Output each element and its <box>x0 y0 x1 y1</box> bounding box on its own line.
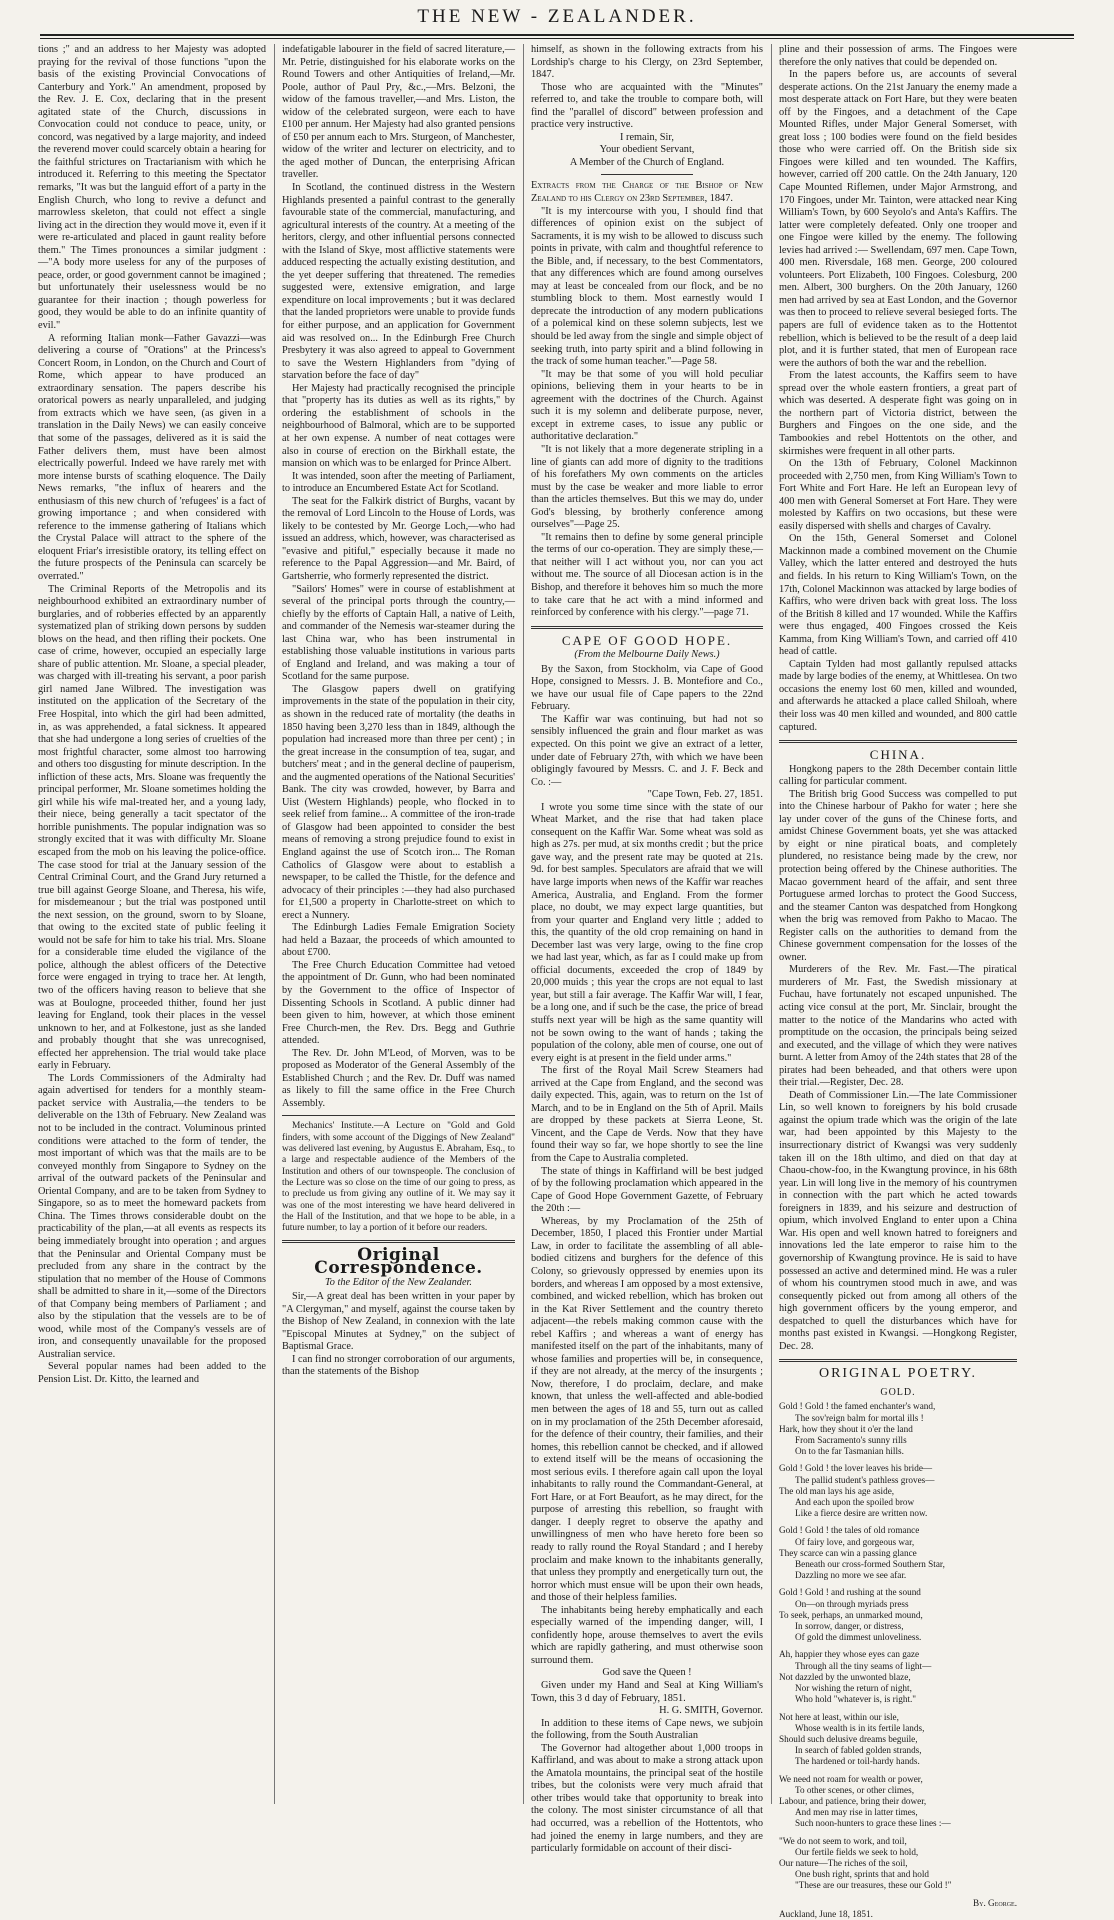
poem-line: And each upon the spoiled brow <box>795 1497 915 1508</box>
paragraph: A reforming Italian monk—Father Gavazzi—was delivering a course of "Orations" at the Princess's Concert Room, in London, on the Church and Court of Rome, which appear to have produced an extraordinary sensation. The papers describe his oratorical powers as nearly unparalleled, and judging from extracts which we have seen, (as given in a translation in the Daily News) we can easily conceive that some of the passages, delivered as it is said the Father delivers them, must have been almost electrically powerful. Indeed we have rarely met with more intense bursts of scathing eloquence. The Daily News remarks, "the influx of hearers and the enthusiasm of this new church of 'refugees' is a fact of growing importance ; and when considered with reference to the immense gathering of Italians which the Crystal Palace will attract to the sphere of the eloquent Friar's irresistible oratory, its telling effect on the future prospects of the Peninsula can scarcely be overrated." <box>38 332 266 582</box>
paragraph: indefatigable labourer in the field of sacred literature,—Mr. Petrie, distinguished for his elaborate works on the Round Towers and other Antiquities of Ireland,—Mr. Poole, author of Paul Pry, &c.,—Mrs. Belzoni, the widow of the famous traveller,—and Mrs. Liston, the widow of the celebrated surgeon, were each to have £100 per annum. Her Majesty had also granted pensions of £50 per annum each to Mrs. Sturgeon, of Manchester, widow of the writer and lecturer on electricity, and to the aged mother of Duncan, the enterprising African traveller. <box>282 44 515 181</box>
section-rule <box>282 1115 515 1116</box>
paragraph: The Kaffir war was continuing, but had not so sensibly influenced the grain and flour market as was expected. On this point we give an extract of a letter, under date of February 27th, with which we have been obligingly favoured by Messrs. C. and J. F. Beck and Co. :— <box>531 713 763 788</box>
masthead-title: THE NEW - ZEALANDER. <box>417 6 697 27</box>
poem-line: Beneath our cross-formed Southern Star, <box>795 1559 945 1570</box>
poem-title: GOLD. <box>880 1386 916 1398</box>
poem-line: To other scenes, or other climes, <box>795 1784 915 1795</box>
poem-line: From Sacramento's sunny rills <box>795 1435 907 1446</box>
paragraph: It was intended, soon after the meeting of Parliament, to introduce an Encumbered Estate Act for Scotland. <box>282 470 515 495</box>
section-rule <box>779 1359 1017 1362</box>
section-heading: CAPE OF GOOD HOPE. <box>561 632 733 648</box>
paragraph: "It is my intercourse with you, I should find that differences of opinion exist on the subject of Sacraments, it is my wish to be allowed to discuss such points in private, with calm and thoughtful reference to the Bible, and, if necessary, to the best Commentators, that any differences which are found among ourselves may at least be concealed from our flock, and be no stumbling block to them. Most earnestly would I deprecate the introduction of any modern publications of a polemical kind on these solemn subjects, lest we should be led away from the single and simple object of seeking truth, into party spirit and a blind following in the track of some human teacher."—Page 58. <box>531 205 763 368</box>
poem-line: They scarce can win a passing glance <box>779 1547 917 1558</box>
extracts-heading: Extracts from the Charge of the Bishop of New Zealand to his Clergy on 23rd September, 1847. <box>531 180 763 205</box>
poem-line: Who hold "whatever is, is right." <box>795 1694 917 1705</box>
poem-stanza <box>779 1463 1017 1519</box>
poem-line: Our fertile fields we seek to hold, <box>795 1846 919 1857</box>
poem-line: Nor wishing the return of night, <box>795 1683 912 1694</box>
paragraph: himself, as shown in the following extracts from his Lordship's charge to his Clergy, on 23rd September, 1847. <box>531 44 763 81</box>
column-4 <box>779 44 1017 1919</box>
poem-line: Hark, how they shout it o'er the land <box>779 1423 913 1434</box>
paragraph: On the 13th of February, Colonel Mackinnon proceeded with 2,750 men, from King William's Town to Fort White and Fort Hare. He left an European levy of 400 men with General Somerset at Fort Hare. They were molested by Kaffirs on two occasions, but these were easily dispersed with shells and charges of Cavalry. <box>779 458 1017 532</box>
poem-line: Gold ! Gold ! the lover leaves his bride— <box>779 1463 933 1474</box>
poem-line: Dazzling no more we see afar. <box>795 1570 907 1581</box>
letter-signoff: Your obedient Servant, <box>599 144 695 156</box>
poem-stanza <box>779 1774 1017 1830</box>
poem-line: Like a fierce desire are written now. <box>795 1508 928 1519</box>
proclamation-signature: H. G. SMITH, Governor. <box>659 1705 763 1717</box>
letter-dateline: "Cape Town, Feb. 27, 1851. <box>647 789 763 801</box>
paragraph: "It may be that some of you will hold peculiar opinions, believing them in your hearts to be in agreement with the doctrines of the Church. Against such it is my solemn and deliberate purpose, never, except in extreme cases, to issue any public or authoritative declaration." <box>531 368 763 443</box>
poem-line: Should such delusive dreams beguile, <box>779 1733 918 1744</box>
poem-line: One bush right, sprints that and hold <box>795 1869 929 1880</box>
poem-line: To seek, perhaps, an unmarked mound, <box>779 1609 923 1620</box>
poem-line: The old man lays his age aside, <box>779 1485 895 1496</box>
poem-line: Labour, and patience, bring their dower, <box>779 1795 927 1806</box>
poem-stanza <box>779 1587 1017 1643</box>
poem-line: Our nature—The riches of the soil, <box>779 1857 908 1868</box>
paragraph: The state of things in Kaffirland will be best judged of by the following proclamation which appeared in the Cape of Good Hope Government Gazette, of February the 20th :— <box>531 1165 763 1215</box>
paragraph: Murderers of the Rev. Mr. Fast.—The piratical murderers of Mr. Fast, the Swedish missionary at Fuchau, have fortunately not escaped unpunished. The acting vice consul at the port, Mr. Sinclair, brought the matter to the notice of the Mandarins who acted with promptitude on the occasion, the principals being seized and executed, and the village of which they were natives burnt. A letter from Amoy of the 24th states that 28 of the pirates had been beheaded, and that others were upon their trial.—Register, Dec. 28. <box>779 964 1017 1089</box>
paragraph: Captain Tylden had most gallantly repulsed attacks made by large bodies of the enemy, at Whittlesea. On two occasions the enemy lost 60 men, killed and wounded, and afterwards he attacked a place called Shiloah, where their loss was 40 men killed and wounded, and 800 cattle captured. <box>779 658 1017 733</box>
poem-line: Such noon-hunters to grace these lines :— <box>795 1818 951 1829</box>
poem-line: On to the far Tasmanian hills. <box>795 1446 904 1457</box>
paragraph: The British brig Good Success was compelled to put into the Chinese harbour of Pakho for water ; here she lay under cover of the guns of the Chinese forts, and amidst Chinese Government boats, yet she was attacked by eight or nine piratical boats, and completely plundered, no resistance being made by the crew, nor protection being offered by the Chinese authorities. The Macao government heard of the affair, and sent three Portuguese armed lorchas to protect the Good Success, and the steamer Canton was despatched from Hongkong when the brig was removed from Pakho to Macao. The Register calls on the authorities to demand from the Chinese government compensation for the losses of the owner. <box>779 788 1017 963</box>
paragraph: Sir,—A great deal has been written in your paper by "A Clergyman," and myself, against the course taken by the Bishop of New Zealand, in connexion with the late "Episcopal Minutes at Sydney," on the subject of Baptismal Grace. <box>282 1291 515 1353</box>
paragraph: In Scotland, the continued distress in the Western Highlands presented a painful contrast to the generally favourable state of the commercial, manufacturing, and agricultural interests of the country. At a meeting of the heritors, clergy, and other influential persons connected with the Island of Skye, most afflictive statements were adduced respecting the actually existing destitution, and the yet deeper suffering that threatened. The remedies suggested were, extensive emigration, and large expenditure on local improvements ; but it was declared that the landed proprietors were unable to provide funds for either purpose, and an application for Government aid was resolved on... In the Edinburgh Free Church Presbytery it was also agreed to appeal to Government to save the Western Highlanders from "dying of starvation before the face of day" <box>282 182 515 382</box>
paragraph: tions ;" and an address to her Majesty was adopted praying for the revival of those functions "upon the basis of the existing Provincial Convocations of Canterbury and York." An amendment, proposed by the Rev. J. E. Cox, declaring that in the present agitated state of the Church, discussions in Convocation could not conduce to peace, unity, or concord, was negatived by a large majority, and indeed the reverend mover could scarcely obtain a hearing for the faithful strictures on Tractarianism with which he introduced it. Referring to this meeting the Spectator remarks, "It was but the languid effort of a party in the English Church, who long to revive a defunct and marrowless skeleton, that could not effect a single living act in the direction they would move it, even if it were re-articulated and placed in gaunt reality before them." The Times pronounces a similar judgment :—"A body more useless for any of the purposes of peace, order, or good government cannot be imagined ; but unfortunately their uselessness would be no guarantee for their inaction ; though powerless for good, they would be able to do an infinite quantity of evil." <box>38 44 266 332</box>
column-divider <box>274 44 275 1804</box>
paragraph: Whereas, by my Proclamation of the 25th of December, 1850, I placed this Frontier under Martial Law, in order to facilitate the assembling of all able-bodied citizens and burghers for the defence of this Colony, so grievously oppressed by enemies upon its borders, and whereas I am opposed by a most extensive, combined, and wicked rebellion, which has broken out in the Kat River Settlement and the country thereto adjacent—the rebels making common cause with the rebel Kaffirs ; and whereas a want of energy has manifested itself on the part of the inhabitants, many of whose families and properties will be, in consequence, if they are not already, at the mercy of the insurgents ; Now, therefore, I do proclaim, declare, and make known, that unless the well-affected and able-bodied men between the ages of 18 and 55, turn out as called on in my proclamation of the 25th December aforesaid, for the defence of their country, their families, and their homes, this rebellion cannot be checked, and if allowed to extend itself will be the means of occasioning the most serious evils. I therefore again call upon the loyal inhabitants to rally round the Commandant-General, at Fort Hare, or at Fort Beaufort, as he may direct, for the purpose of arresting this rebellion, so fraught with danger. I deeply regret to observe the apathy and unwillingness of men who have hereto fore been so ready to rally round the Royal Standard ; and I hereby proclaim and make known to the inhabitants generally, that unless they promptly and energetically turn out, the horror which must ensue will be upon their own heads, and those of their helpless families. <box>531 1215 763 1604</box>
letter-salutation-heading: To the Editor of the New Zealander. <box>325 1276 472 1288</box>
poem-stanza <box>779 1525 1017 1581</box>
poem-line: The pallid student's pathless groves— <box>795 1474 935 1485</box>
paragraph: The Rev. Dr. John M'Leod, of Morven, was to be proposed as Moderator of the General Assembly of the Established Church ; and the Rev. Dr. Duff was named as likely to fill the same office in the Free Church Assembly. <box>282 1047 515 1109</box>
paragraph: "Sailors' Homes" were in course of establishment at several of the principal ports through the country,—chiefly by the efforts of Captain Hall, a native of Leith, and commander of the Nemesis war-steamer during the last China war, who has been instrumental in establishing those valuable institutions in various parts of England and Ireland, and was making a tour of Scotland for the same purpose. <box>282 583 515 683</box>
paragraph: In the papers before us, are accounts of several desperate actions. On the 21st January the enemy made a most desperate attack on Fort Hare, but they were beaten off by the Fingoes, and a detachment of the Cape Mounted Rifles, under Major General Somerset, with great loss ; 100 bodies were found on the field besides those who were carried off. On the British side six Fingoes were killed and ten wounded. The Kaffirs, however, carried off 200 cattle. On the 24th January, 120 Cape Mounted Riflemen, under Major Armstrong, and 170 Fingoes, under Mr. Tainton, were attacked near King William's Town, by 600 Seyolo's and Anta's Kaffirs. The latter were completely defeated. Only one trooper and one Fingoe were killed by the enemy. The following levies had arrived :— Swellendam, 697 men. Cape Town, 400 men. Riversdale, 168 men. George, 200 coloured volunteers. Port Elizabeth, 100 Fingoes. Colesburg, 200 men. Albert, 300 burghers. On the 20th January, 1260 men had arrived by sea at East London, and the Governor was then to proceed to relieve several besieged forts. The papers are full of evidence taken as to the Hottentot rebellion, which is believed to be the result of a deep laid plot, and it is further stated, that men of European race were the authors of both the war and the rebellion. <box>779 69 1017 369</box>
paragraph: The inhabitants being hereby emphatically and each especially warned of the impending danger, will, I confidently hope, arouse themselves to avert the evils which are rapidly gathering, and must otherwise soon surround them. <box>531 1604 763 1666</box>
paragraph: The Lords Commissioners of the Admiralty had again advertised for tenders for a monthly steam-packet service with Australia,—the tenders to be deliverable on the 13th of February. New Zealand was not to be included in the contract. Voluminous printed conditions were attached to the form of tender, the most important of which was that the mails are to be conveyed monthly from Singapore to Sydney on the arrival of the outward packets of the Peninsular and Oriental Company, and are to be taken from Sydney to Singapore, so as to meet the homeward packets from China. The Times throws considerable doubt on the practicability of the plan,—at all events as respects its being immediately brought into operation ; and argues that the Peninsular and Oriental Company must be precluded from any share in the contract by the stipulation that no member of the House of Commons shall be admitted to share in it,—some of the Directors of that Company being members of Parliament ; and also by the stipulation that the vessels are to be of wood, while most of the Company's vessels are of iron, and consequently unavailable for the proposed Australian service. <box>38 1072 266 1360</box>
paragraph: The Free Church Education Committee had vetoed the appointment of Dr. Gunn, who had been nominated by the Government to the office of Inspector of Dissenting Schools in Scotland. A public dinner had been given to him, however, at which those eminent Free Church-men, the Rev. Drs. Begg and Guthrie attended. <box>282 959 515 1047</box>
poem-dateline: Auckland, June 18, 1851. <box>779 1908 873 1919</box>
poem-line: Not dazzled by the unwonted blaze, <box>779 1671 911 1682</box>
poem-line: Of fairy love, and gorgeous war, <box>795 1536 915 1547</box>
poem-line: "We do not seem to work, and toil, <box>779 1835 907 1846</box>
poem-line: The hardened or toil-hardy hands. <box>795 1756 920 1767</box>
poem-line: Gold ! Gold ! the tales of old romance <box>779 1525 920 1536</box>
masthead-rule <box>40 34 1074 39</box>
paragraph: The Criminal Reports of the Metropolis and its neighbourhood exhibited an extraordinary number of burglaries, and of robberies effected by an apparently systematized plan of striking down persons by sudden blows on the head, and then rifling their pockets. One case of crime, however, occupied an especially large share of public attention. Mr. Sloane, a special pleader, was charged with ill-treating his servant, a poor parish girl named Jane Wilbred. The investigation was instituted on the application of the Secretary of the Free Hospital, into which the girl had been admitted, in, as was apprehended, a fatal sickness. It appeared that she had undergone a long series of cruelties of the most frightful character, some almost too harrowing and others too disgusting for minute description. In the infliction of these acts, Mrs. Sloane was frequently the principal performer, Mr. Sloane sometimes holding the girl while his wife mal-treated her, and a young lady, their niece, being generally a tacit spectator of the horrible punishments. The popular indignation was so strongly excited that it was with difficulty Mr. Sloane escaped from the mob on his leaving the police-office. The case stood for trial at the January session of the Central Criminal Court, and the Grand Jury returned a true bill against George Sloane, and Theresa, his wife, for misdemeanour ; but the trial was postponed until the next session, on the ground, sworn to by Sloane, that owing to the excited state of public feeling it would not be safe for him to take his trial. Mrs. Sloane for a considerable time eluded the vigilance of the police, although the ablest officers of the Detective force were engaged in trying to trace her. At length, two of the officers having reason to believe that she was at Boulogne, proceeded thither, found her just leaving for England, took their places in the vessel unknown to her, and at Folkestone, just as she landed and probably thought that she was unrecognised, effected her apprehension. The trial would take place early in February. <box>38 583 266 1072</box>
poem-line: Not here at least, within our isle, <box>779 1711 899 1722</box>
paragraph: The Governor had altogether about 1,000 troops in Kaffirland, and was about to make a strong attack upon the Amatola mountains, the principal seat of the hostile tribes, but the colonists were very much afraid that other tribes would take that opportunity to break into the colony. The most sinister circumstance of all that had occurred, was a rebellion of the Hottentots, who had joined the enemy in large numbers, and they are particularly formidable on account of their disci- <box>531 1742 763 1855</box>
paragraph: pline and their possession of arms. The Fingoes were therefore the only natives that could be depended on. <box>779 44 1017 68</box>
mechanics-institute-notice: Mechanics' Institute.—A Lecture on "Gold and Gold finders, with some account of the Diggings of New Zealand" was delivered last evening, by Augustus E. Abraham, Esq., to a large and respectable audience of the Members of the Institution and others of our townspeople. The conclusion of the Lecture was so close on the time of our going to press, as to preclude us from giving any outline of it. We may say it was one of the most interesting we have heard delivered in the Hall of the Institution, and that we hope to be able, in a future number, to lay a portion of it before our readers. <box>282 1121 515 1234</box>
paragraph: By the Saxon, from Stockholm, via Cape of Good Hope, consigned to Messrs. J. B. Montefiore and Co., we have our usual file of Cape papers to the 22nd February. <box>531 663 763 713</box>
poem-line: Ah, happier they whose eyes can gaze <box>779 1649 920 1660</box>
column-1 <box>38 44 266 1804</box>
paragraph: Death of Commissioner Lin.—The late Commissioner Lin, so well known to foreigners by his bold crusade against the opium trade which was the origin of the late war, had been appointed by this Majesty to the insurrectionary district of Kwangsi was very suddenly taken ill on the 18th ultimo, and died on that day at Chaou-chow-foo, in the Kwangtung province, in his 68th year. Lin will long live in the memory of his countrymen in connection with the part which he acted towards foreigners in 1839, and his seizure and destruction of opium, which involved England to enter upon a China War. His open and well known hatred to foreigners and innovations led the late emperor to raise him to the governorship of Kwangtung province. He is said to have possessed an active and determined mind. He was a ruler of whom his countrymen stood much in awe, and was consequently picked out from among all others of the high government officers by the young emperor, and despatched to quell the disturbances which have for months past existed in Kwangsi. —Hongkong Register, Dec. 28. <box>779 1089 1017 1352</box>
paragraph: Her Majesty had practically recognised the principle that "property has its duties as well as its rights," by ordering the establishment of schools in the neighbourhood of Balmoral, which are to be supported at her own expense. A number of neat cottages were also in course of erection on the Birkhall estate, the mansion on which was to be enlarged for Prince Albert. <box>282 382 515 470</box>
poem-line: The sov'reign balm for mortal ills ! <box>795 1412 924 1423</box>
paragraph: The first of the Royal Mail Screw Steamers had arrived at the Cape from England, and the second was daily expected. This, again, was to return on the 1st of March, and to be in England on the 5th of April. Mails are dropped by these packets at Sierra Leone, St. Vincent, and the Cape de Verds. Now that they have found their way so far, we hope shortly to see the line from the Cape to Australia completed. <box>531 1065 763 1165</box>
letter-signoff: I remain, Sir, <box>620 131 674 143</box>
section-heading: CHINA. <box>869 747 927 763</box>
paragraph: The Glasgow papers dwell on gratifying improvements in the state of the population in their city, as shown in the reduced rate of mortality (the deaths in 1850 having been 3,270 less than in 1849, although the population had increased more than three per cent) ; in the great increase in the consumption of tea, sugar, and butchers' meat ; and in the general decline of pauperism, and the augmented operations of the National Securities' Bank. The city was crowded, however, by Barra and Uist (Western Highlands) people, who flocked in to seek relief from famine... A committee of the iron-trade of Glasgow had been appointed to consider the best means of removing a strong prejudice found to exist in England against the use of Scotch iron... The Roman Catholics of Glasgow were about to establish a newspaper, to be called the Thistle, for the defence and advocacy of their principles :—they had also purchased for £1,500 a property in Charlotte-street on which to erect a Nunnery. <box>282 683 515 921</box>
section-rule <box>531 626 763 629</box>
poem-signature: By. George. <box>973 1897 1017 1908</box>
section-rule <box>601 174 694 175</box>
poem-line: We need not roam for wealth or power, <box>779 1773 923 1784</box>
poem-line: In sorrow, danger, or distress, <box>795 1621 904 1632</box>
poem <box>779 1401 1017 1920</box>
paragraph: I wrote you some time since with the state of our Wheat Market, and the rise that had taken place consequent on the Kaffir War. Some wheat was sold as high as 27s. per mud, at six months credit ; but the price gave way, and the present rate may be quoted at 21s. 9d. for best samples. Speculators are afraid that we will have large imports when news of the Kaffir war reaches America, Australia, and England. From the former place, no doubt, we may expect large quantities, but from your quarter and England very little ; added to this, the quantity of the old crop remaining on hand in December last was very large, owing to the fine crop we had last year, which, as far as I could make up from official documents, exceeded the crop of 1849 by 20,000 muids ; this year the crops are not equal to last year, but still a fair average. The Kaffir War will, I fear, be a long one, and if such be the case, the price of bread stuffs next year will be high as the same quantity will not be sown owing to the want of hands ; taking the population of the colony, able men of course, one out of every eight is at present in the field under arms." <box>531 801 763 1064</box>
poem-line: On—on through myriads press <box>795 1598 909 1609</box>
paragraph: In addition to these items of Cape news, we subjoin the following, from the South Australian <box>531 1717 763 1742</box>
poem-line: "These are our treasures, these our Gold !" <box>795 1880 952 1891</box>
poem-line: In search of fabled golden strands, <box>795 1745 922 1756</box>
masthead <box>0 0 1114 40</box>
paragraph: On the 15th, General Somerset and Colonel Mackinnon made a combined movement on the Chumie Valley, which the latter entered and destroyed the huts and fields. In his return to King William's Town, on the 17th, Colonel Mackinnon was attacked by large bodies of Kaffirs, who were driven back with great loss. The loss of the British 8 killed and 17 wounded. While the Kaffirs were thus engaged, 400 Fingoes crossed the Keis Kamma, from King William's Town, and carried off 410 head of cattle. <box>779 533 1017 658</box>
column-divider <box>771 44 772 1804</box>
poem-line: And men may rise in latter times, <box>795 1807 918 1818</box>
poem-line: Whose wealth is in its fertile lands, <box>795 1722 925 1733</box>
paragraph: Hongkong papers to the 28th December contain little calling for particular comment. <box>779 763 1017 788</box>
section-rule <box>779 740 1017 743</box>
poem-line: Through all the tiny seams of light— <box>795 1660 932 1671</box>
paragraph: The Edinburgh Ladies Female Emigration Society had held a Bazaar, the proceeds of which amounted to about £700. <box>282 922 515 959</box>
column-divider <box>523 44 524 1804</box>
poem-line: Of gold the dimmest unloveliness. <box>795 1632 922 1643</box>
paragraph: From the latest accounts, the Kaffirs seem to have spread over the whole eastern frontiers, a great part of which was deserted. A desperate fight was going on in the northern part of Victoria district, between the Burghers and Fingoes on the one side, and the Tambookies and rebel Hottentots on the other, and skirmishes were frequent in all other parts. <box>779 370 1017 457</box>
poem-line: Gold ! Gold ! the famed enchanter's wand, <box>779 1401 936 1412</box>
paragraph: "It is not likely that a more degenerate stripling in a line of giants can add more of dignity to the traditions of his forefathers My own comments on the articles must by the case be weaker and more liable to error than the articles themselves. But this we may do, under God's blessing, by brotherly conference among ourselves"—Page 25. <box>531 443 763 531</box>
poem-stanza <box>779 1649 1017 1705</box>
section-heading: ORIGINAL POETRY. <box>818 1366 977 1382</box>
section-rule <box>282 1240 515 1243</box>
paragraph: Given under my Hand and Seal at King William's Town, this 3 d day of February, 1851. <box>531 1680 763 1704</box>
poem-stanza <box>779 1712 1017 1768</box>
column-3 <box>531 44 763 1855</box>
source-line: (From the Melbourne Daily News.) <box>574 649 720 661</box>
paragraph: Those who are acquainted with the "Minutes" referred to, and take the trouble to compare both, will find the "parallel of discord" between profession and practice very instructive. <box>531 81 763 131</box>
paragraph: Several popular names had been added to the Pension List. Dr. Kitto, the learned and <box>38 1361 266 1385</box>
paragraph: The seat for the Falkirk district of Burghs, vacant by the removal of Lord Lincoln to the House of Lords, was likely to be contested by Mr. George Loch,—who had issued an address, which, however, was characterised as "evasive and pitiful," especially because it made no reference to the Papal Aggression—and Mr. Baird, of Gartsherrie, who formerly represented the district. <box>282 495 515 582</box>
poem-line: Gold ! Gold ! and rushing at the sound <box>779 1587 921 1598</box>
letter-signature: A Member of the Church of England. <box>569 156 725 168</box>
poem-stanza <box>779 1401 1017 1457</box>
section-heading: Original Correspondence. <box>314 1245 483 1278</box>
column-2 <box>282 44 515 1804</box>
paragraph: I can find no stronger corroboration of our arguments, than the statements of the Bishop <box>282 1353 515 1378</box>
proclamation-closing: God save the Queen ! <box>602 1667 692 1679</box>
paragraph: "It remains then to define by some general principle the terms of our co-operation. They are simply these,—that neither will I act without you, nor can you act without me. The source of all Diocesan action is in the Bishop, and therefore it behoves him so much the more to take care that he act with a mind informed and reinforced by conference with his clergy."—page 71. <box>531 531 763 619</box>
poem-stanza <box>779 1836 1017 1892</box>
